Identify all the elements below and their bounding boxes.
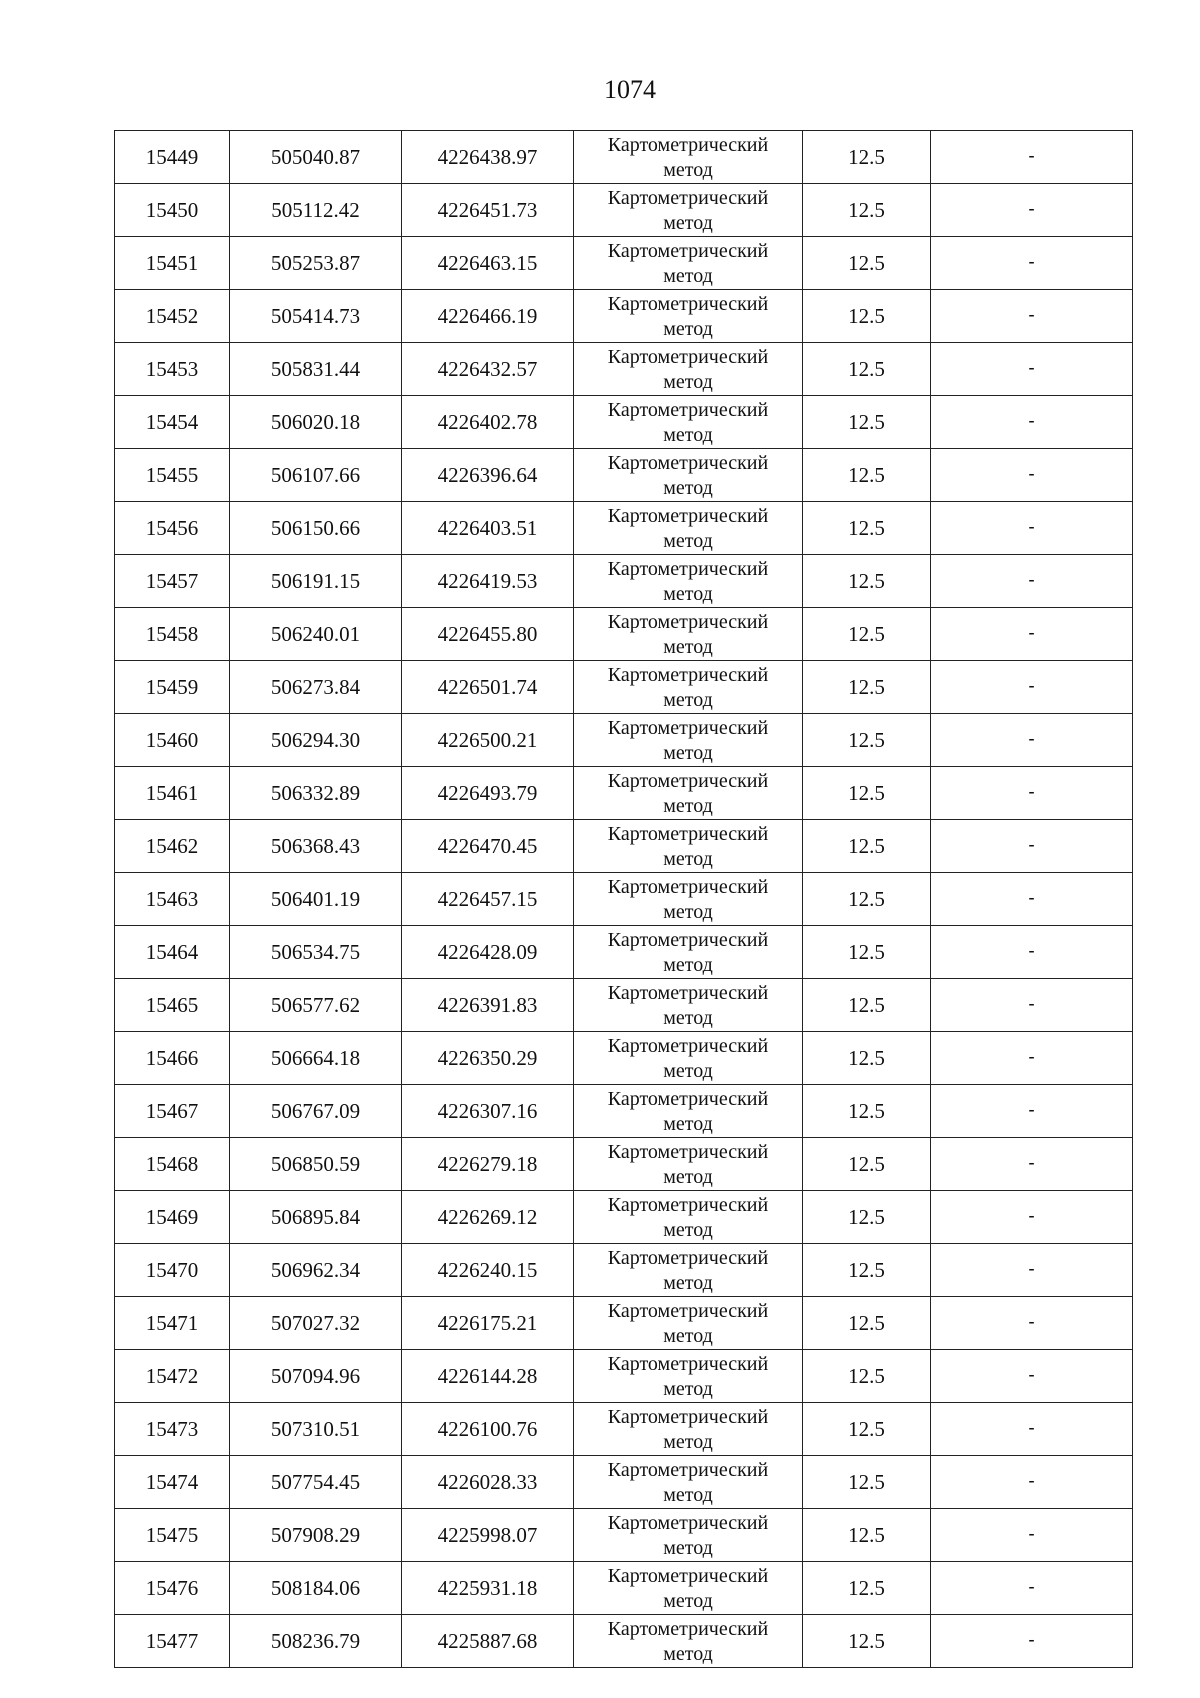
description-cell: - [931,343,1133,396]
method-cell [574,1085,803,1138]
description-cell: - [931,449,1133,502]
y-coordinate-cell: 4226432.57 [402,343,574,396]
method-cell [574,184,803,237]
method-cell [574,343,803,396]
table-row [115,1615,1133,1668]
point-number-cell: 15467 [115,1085,230,1138]
x-coordinate-cell: 506191.15 [230,555,402,608]
description-cell: - [931,1085,1133,1138]
method-line-1: Картометрический [607,346,769,368]
description-cell: - [931,1562,1133,1615]
method-cell [574,131,803,184]
point-number-cell: 15474 [115,1456,230,1509]
method-cell [574,1509,803,1562]
accuracy-cell: 12.5 [803,1509,931,1562]
method-line-2: метод [663,212,713,234]
accuracy-cell: 12.5 [803,820,931,873]
y-coordinate-cell: 4226470.45 [402,820,574,873]
accuracy-cell: 12.5 [803,343,931,396]
method-line-2: метод [663,1219,713,1241]
point-number-cell: 15471 [115,1297,230,1350]
method-line-1: Картометрический [607,929,769,951]
coordinates-table [114,130,1133,1668]
accuracy-cell: 12.5 [803,979,931,1032]
description-cell: - [931,555,1133,608]
method-line-1: Картометрический [607,664,769,686]
accuracy-cell: 12.5 [803,449,931,502]
method-line-1: Картометрический [607,1565,769,1587]
point-number-cell: 15465 [115,979,230,1032]
accuracy-cell: 12.5 [803,1191,931,1244]
description-cell: - [931,1509,1133,1562]
method-line-2: метод [663,636,713,658]
description-cell: - [931,1138,1133,1191]
method-cell [574,1615,803,1668]
y-coordinate-cell: 4226455.80 [402,608,574,661]
y-coordinate-cell: 4226428.09 [402,926,574,979]
method-cell [574,1350,803,1403]
method-cell [574,714,803,767]
x-coordinate-cell: 507908.29 [230,1509,402,1562]
accuracy-cell: 12.5 [803,873,931,926]
table-row [115,979,1133,1032]
method-line-1: Картометрический [607,1459,769,1481]
method-cell [574,1191,803,1244]
accuracy-cell: 12.5 [803,1403,931,1456]
description-cell: - [931,1297,1133,1350]
method-line-2: метод [663,1007,713,1029]
y-coordinate-cell: 4226269.12 [402,1191,574,1244]
method-line-1: Картометрический [607,1141,769,1163]
method-line-1: Картометрический [607,770,769,792]
accuracy-cell: 12.5 [803,1085,931,1138]
method-line-2: метод [663,954,713,976]
method-cell [574,1297,803,1350]
method-line-2: метод [663,424,713,446]
accuracy-cell: 12.5 [803,926,931,979]
method-cell [574,1562,803,1615]
x-coordinate-cell: 507094.96 [230,1350,402,1403]
x-coordinate-cell: 506767.09 [230,1085,402,1138]
description-cell: - [931,1403,1133,1456]
x-coordinate-cell: 506534.75 [230,926,402,979]
method-cell [574,873,803,926]
table-row [115,1509,1133,1562]
description-cell: - [931,714,1133,767]
point-number-cell: 15454 [115,396,230,449]
method-line-1: Картометрический [607,293,769,315]
description-cell: - [931,1191,1133,1244]
description-cell: - [931,926,1133,979]
description-cell: - [931,290,1133,343]
point-number-cell: 15463 [115,873,230,926]
table-row [115,1456,1133,1509]
description-cell: - [931,1456,1133,1509]
table-row [115,1297,1133,1350]
method-cell [574,767,803,820]
method-line-2: метод [663,265,713,287]
x-coordinate-cell: 506240.01 [230,608,402,661]
y-coordinate-cell: 4226028.33 [402,1456,574,1509]
description-cell: - [931,661,1133,714]
description-cell: - [931,979,1133,1032]
method-line-2: метод [663,689,713,711]
point-number-cell: 15469 [115,1191,230,1244]
point-number-cell: 15458 [115,608,230,661]
accuracy-cell: 12.5 [803,1615,931,1668]
table-row [115,396,1133,449]
method-line-2: метод [663,583,713,605]
y-coordinate-cell: 4226419.53 [402,555,574,608]
point-number-cell: 15475 [115,1509,230,1562]
method-line-1: Картометрический [607,1035,769,1057]
method-line-1: Картометрический [607,717,769,739]
method-line-1: Картометрический [607,1300,769,1322]
method-line-2: метод [663,318,713,340]
method-line-2: метод [663,742,713,764]
method-cell [574,926,803,979]
y-coordinate-cell: 4225931.18 [402,1562,574,1615]
point-number-cell: 15466 [115,1032,230,1085]
point-number-cell: 15450 [115,184,230,237]
method-cell [574,449,803,502]
table-row [115,555,1133,608]
description-cell: - [931,1244,1133,1297]
y-coordinate-cell: 4226391.83 [402,979,574,1032]
method-line-2: метод [663,371,713,393]
x-coordinate-cell: 506150.66 [230,502,402,555]
y-coordinate-cell: 4226457.15 [402,873,574,926]
method-line-1: Картометрический [607,1353,769,1375]
y-coordinate-cell: 4226501.74 [402,661,574,714]
x-coordinate-cell: 505253.87 [230,237,402,290]
description-cell: - [931,1032,1133,1085]
table-row [115,131,1133,184]
accuracy-cell: 12.5 [803,502,931,555]
y-coordinate-cell: 4226451.73 [402,184,574,237]
point-number-cell: 15457 [115,555,230,608]
point-number-cell: 15453 [115,343,230,396]
description-cell: - [931,502,1133,555]
point-number-cell: 15477 [115,1615,230,1668]
x-coordinate-cell: 506273.84 [230,661,402,714]
x-coordinate-cell: 505414.73 [230,290,402,343]
description-cell: - [931,1350,1133,1403]
method-line-1: Картометрический [607,558,769,580]
method-line-1: Картометрический [607,1618,769,1640]
accuracy-cell: 12.5 [803,1244,931,1297]
table-row [115,926,1133,979]
description-cell: - [931,1615,1133,1668]
method-line-2: метод [663,1378,713,1400]
x-coordinate-cell: 507027.32 [230,1297,402,1350]
point-number-cell: 15452 [115,290,230,343]
description-cell: - [931,820,1133,873]
table-row [115,1244,1133,1297]
point-number-cell: 15455 [115,449,230,502]
description-cell: - [931,767,1133,820]
method-line-2: метод [663,477,713,499]
x-coordinate-cell: 506401.19 [230,873,402,926]
method-line-1: Картометрический [607,982,769,1004]
method-cell [574,661,803,714]
description-cell: - [931,873,1133,926]
x-coordinate-cell: 505112.42 [230,184,402,237]
y-coordinate-cell: 4226438.97 [402,131,574,184]
accuracy-cell: 12.5 [803,396,931,449]
table-row [115,714,1133,767]
y-coordinate-cell: 4226144.28 [402,1350,574,1403]
y-coordinate-cell: 4226175.21 [402,1297,574,1350]
method-line-2: метод [663,1537,713,1559]
table-row [115,290,1133,343]
accuracy-cell: 12.5 [803,767,931,820]
x-coordinate-cell: 508236.79 [230,1615,402,1668]
x-coordinate-cell: 507310.51 [230,1403,402,1456]
x-coordinate-cell: 505831.44 [230,343,402,396]
method-line-2: метод [663,1431,713,1453]
accuracy-cell: 12.5 [803,1562,931,1615]
x-coordinate-cell: 506577.62 [230,979,402,1032]
accuracy-cell: 12.5 [803,608,931,661]
table-row [115,608,1133,661]
accuracy-cell: 12.5 [803,1350,931,1403]
method-line-2: метод [663,1590,713,1612]
method-line-2: метод [663,1272,713,1294]
point-number-cell: 15461 [115,767,230,820]
x-coordinate-cell: 506368.43 [230,820,402,873]
y-coordinate-cell: 4226279.18 [402,1138,574,1191]
table-row [115,873,1133,926]
table-row [115,1350,1133,1403]
y-coordinate-cell: 4226403.51 [402,502,574,555]
method-line-2: метод [663,1643,713,1665]
y-coordinate-cell: 4225998.07 [402,1509,574,1562]
method-line-1: Картометрический [607,240,769,262]
y-coordinate-cell: 4225887.68 [402,1615,574,1668]
method-line-1: Картометрический [607,505,769,527]
table-row [115,502,1133,555]
table-row [115,1403,1133,1456]
table-row [115,343,1133,396]
accuracy-cell: 12.5 [803,1297,931,1350]
table-row [115,449,1133,502]
page-number: 1074 [604,75,656,104]
y-coordinate-cell: 4226396.64 [402,449,574,502]
method-line-1: Картометрический [607,134,769,156]
table-row [115,767,1133,820]
method-line-2: метод [663,901,713,923]
method-line-1: Картометрический [607,452,769,474]
y-coordinate-cell: 4226466.19 [402,290,574,343]
y-coordinate-cell: 4226100.76 [402,1403,574,1456]
method-cell [574,979,803,1032]
table-row [115,184,1133,237]
x-coordinate-cell: 506962.34 [230,1244,402,1297]
point-number-cell: 15462 [115,820,230,873]
x-coordinate-cell: 508184.06 [230,1562,402,1615]
table-row [115,1085,1133,1138]
accuracy-cell: 12.5 [803,714,931,767]
method-line-2: метод [663,1325,713,1347]
point-number-cell: 15449 [115,131,230,184]
method-cell [574,1032,803,1085]
method-line-2: метод [663,159,713,181]
point-number-cell: 15473 [115,1403,230,1456]
y-coordinate-cell: 4226500.21 [402,714,574,767]
y-coordinate-cell: 4226240.15 [402,1244,574,1297]
y-coordinate-cell: 4226463.15 [402,237,574,290]
y-coordinate-cell: 4226402.78 [402,396,574,449]
method-line-2: метод [663,1113,713,1135]
method-line-1: Картометрический [607,1194,769,1216]
point-number-cell: 15468 [115,1138,230,1191]
point-number-cell: 15472 [115,1350,230,1403]
table-row [115,237,1133,290]
point-number-cell: 15470 [115,1244,230,1297]
x-coordinate-cell: 507754.45 [230,1456,402,1509]
point-number-cell: 15456 [115,502,230,555]
method-line-2: метод [663,530,713,552]
accuracy-cell: 12.5 [803,237,931,290]
method-line-2: метод [663,795,713,817]
y-coordinate-cell: 4226493.79 [402,767,574,820]
method-line-2: метод [663,1484,713,1506]
table-row [115,1032,1133,1085]
point-number-cell: 15464 [115,926,230,979]
method-cell [574,1456,803,1509]
method-line-1: Картометрический [607,876,769,898]
method-cell [574,290,803,343]
point-number-cell: 15476 [115,1562,230,1615]
x-coordinate-cell: 506664.18 [230,1032,402,1085]
method-cell [574,1403,803,1456]
table-row [115,661,1133,714]
method-cell [574,502,803,555]
method-line-2: метод [663,1060,713,1082]
accuracy-cell: 12.5 [803,131,931,184]
method-cell [574,820,803,873]
method-line-2: метод [663,1166,713,1188]
description-cell: - [931,396,1133,449]
method-line-1: Картометрический [607,1512,769,1534]
y-coordinate-cell: 4226350.29 [402,1032,574,1085]
x-coordinate-cell: 506850.59 [230,1138,402,1191]
table-row [115,820,1133,873]
method-line-2: метод [663,848,713,870]
method-line-1: Картометрический [607,1406,769,1428]
x-coordinate-cell: 506332.89 [230,767,402,820]
description-cell: - [931,184,1133,237]
method-line-1: Картометрический [607,187,769,209]
x-coordinate-cell: 506020.18 [230,396,402,449]
x-coordinate-cell: 506107.66 [230,449,402,502]
accuracy-cell: 12.5 [803,555,931,608]
method-line-1: Картометрический [607,399,769,421]
method-cell [574,1244,803,1297]
point-number-cell: 15460 [115,714,230,767]
x-coordinate-cell: 505040.87 [230,131,402,184]
method-cell [574,608,803,661]
x-coordinate-cell: 506294.30 [230,714,402,767]
accuracy-cell: 12.5 [803,184,931,237]
accuracy-cell: 12.5 [803,1032,931,1085]
method-line-1: Картометрический [607,1088,769,1110]
method-line-1: Картометрический [607,1247,769,1269]
y-coordinate-cell: 4226307.16 [402,1085,574,1138]
method-cell [574,237,803,290]
accuracy-cell: 12.5 [803,1138,931,1191]
description-cell: - [931,131,1133,184]
point-number-cell: 15459 [115,661,230,714]
point-number-cell: 15451 [115,237,230,290]
table-row [115,1138,1133,1191]
method-cell [574,396,803,449]
description-cell: - [931,237,1133,290]
x-coordinate-cell: 506895.84 [230,1191,402,1244]
accuracy-cell: 12.5 [803,661,931,714]
method-line-1: Картометрический [607,823,769,845]
method-cell [574,1138,803,1191]
coordinates-table-body [115,131,1133,1668]
accuracy-cell: 12.5 [803,1456,931,1509]
method-line-1: Картометрический [607,611,769,633]
method-cell [574,555,803,608]
table-row [115,1562,1133,1615]
accuracy-cell: 12.5 [803,290,931,343]
description-cell: - [931,608,1133,661]
table-row [115,1191,1133,1244]
